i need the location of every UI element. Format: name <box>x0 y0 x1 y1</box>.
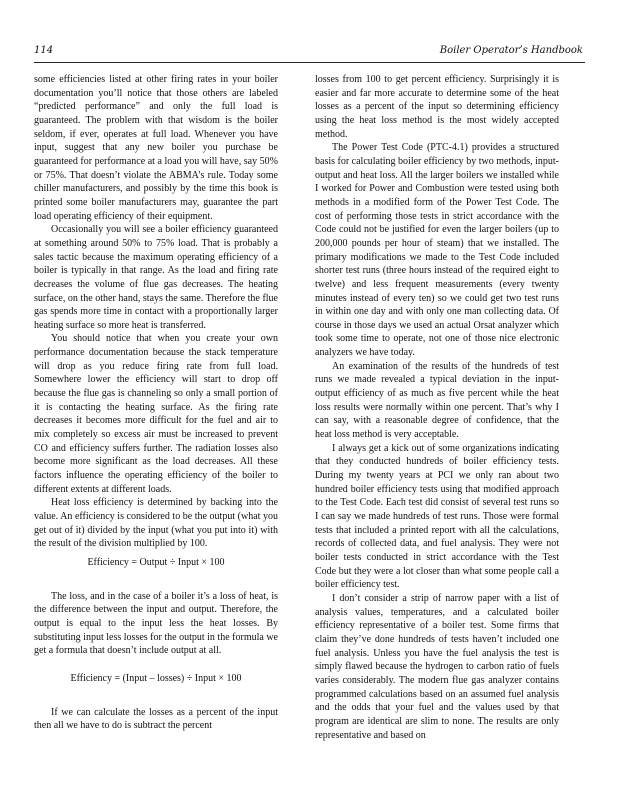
paragraph: You should notice that when you create your own performance documentation because the stack temperature will drop as you reduce firing rate from full load. Somewhere lower the efficiency will start to drop off because the flue gas is channeling so only a small portion of it is contacting the heating surface. As the firing rate decreases it becomes more difficult for the fuel and air to mix completely so excess air must be increased to prevent CO and efficiency suffers further. The radiation losses also become more significant as the load decreases. All these factors influence the operating efficiency of the boiler to different extents at different loads. <box>34 333 278 495</box>
paragraph: some efficiencies listed at other firing rates in your boiler documentation you’ll notice that those others are labeled “predicted performance” and only the full load is guaranteed. The problem with that wisdom is the boiler seldom, if ever, operates at full load. Whenever you have input, suggest that any new boiler you purchase be guaranteed for performance at a load you will have, say 50% or 75%. That doesn’t violate the ABMA’s rule. Today some chiller manufacturers, and possibly by the time this book is printed some boiler manufacturers may, guarantee the part load operating efficiency of their equipment. <box>34 74 278 222</box>
paragraph: I don’t consider a strip of narrow paper with a list of analysis values, temperatures, and a calculated boiler efficiency representative of a boiler test. Some firms that claim they’ve done hundreds of tests haven’t included one fuel analysis. Unless you have the fuel analysis the test is simply flawed because the hydrogen to carbon ratio of fuels varies considerably. The modern flue gas analyzer contains programmed calculations based on an assumed fuel analysis and the odds that your fuel and the values used by that program are identical are slim to none. The results are only representative and based on <box>315 592 559 741</box>
paragraph: Heat loss efficiency is determined by backing into the value. An efficiency is considered to be the output (what you get out of it) divided by the input (what you put into it) with the result of the division multiplied by 100. <box>34 497 278 550</box>
efficiency-losses-formula: Efficiency = (Input – losses) ÷ Input × 100 <box>70 672 242 684</box>
efficiency-formula: Efficiency = Output ÷ Input × 100 <box>87 556 225 568</box>
left-column <box>34 73 278 733</box>
paragraph: The loss, and in the case of a boiler it’s a loss of heat, is the difference between the input and output. Therefore, the output is equal to the input less the heat losses. By substituting input less losses for the output in the formula we get a formula that doesn’t include output at all. <box>34 590 278 657</box>
paragraph: I always get a kick out of some organizations indicating that they conducted hundreds of boiler efficiency tests. During my twenty years at PCI we only ran about two hundred boiler efficiency tests using that modified approach to the Test Code. Each test did consist of several test runs so I can say we made hundreds of test runs. Those were formal tests that included a printed report with all the calculations, records of collected data, and fuel analysis. They were not boiler tests conducted in strict accordance with the Test Code but they were a lot closer than what some people call a boiler efficiency test. <box>315 442 559 591</box>
page-number: 114 <box>34 45 54 56</box>
paragraph: If we can calculate the losses as a percent of the input then all we have to do is subtract the percent <box>34 706 278 732</box>
right-column <box>315 73 559 742</box>
running-head: Boiler Operator’s Handbook <box>439 45 583 56</box>
paragraph: The Power Test Code (PTC-4.1) provides a structured basis for calculating boiler efficiency by two methods, input-output and heat loss. All the larger boilers we installed while I worked for Power and Combustion were tested using both methods in a modified form of the Power Test Code. The cost of performing those tests in strict accordance with the Code could not be justified for even the larger boilers (up to 200,000 pounds per hour of steam) that we installed. The primary modifications we made to the Test Code included shorter test runs (three hours instead of the required eight to twelve) and less frequent measurements (every twenty minutes instead of every ten) so we could get two test runs in within one day and with only one man collecting data. Of course in those days we used an actual Orsat analyzer which took some time to operate, not one of those nice electronic analyzers we have today. <box>315 142 559 359</box>
paragraph: losses from 100 to get percent efficiency. Surprisingly it is easier and far more accurate to determine some of the heat losses as a percent of the input so determining efficiency using the heat loss method is the most widely accepted method. <box>315 74 559 140</box>
paragraph: An examination of the results of the hundreds of test runs we made revealed a typical deviation in the input-output efficiency of as much as five percent while the heat loss results were normally within one percent. That’s why I can say, with a reasonable degree of confidence, that the heat loss method is very acceptable. <box>315 360 559 441</box>
paragraph: Occasionally you will see a boiler efficiency guaranteed at something around 50% to 75% load. That is probably a sales tactic because the maximum operating efficiency of a boiler is typically in that range. As the load and firing rate decreases the volume of flue gas decreases. The heating surface, on the other hand, stays the same. Therefore the flue gas spends more time in contact with a proportionally larger heating surface so more heat is transferred. <box>34 224 278 331</box>
header-rule <box>34 62 585 63</box>
